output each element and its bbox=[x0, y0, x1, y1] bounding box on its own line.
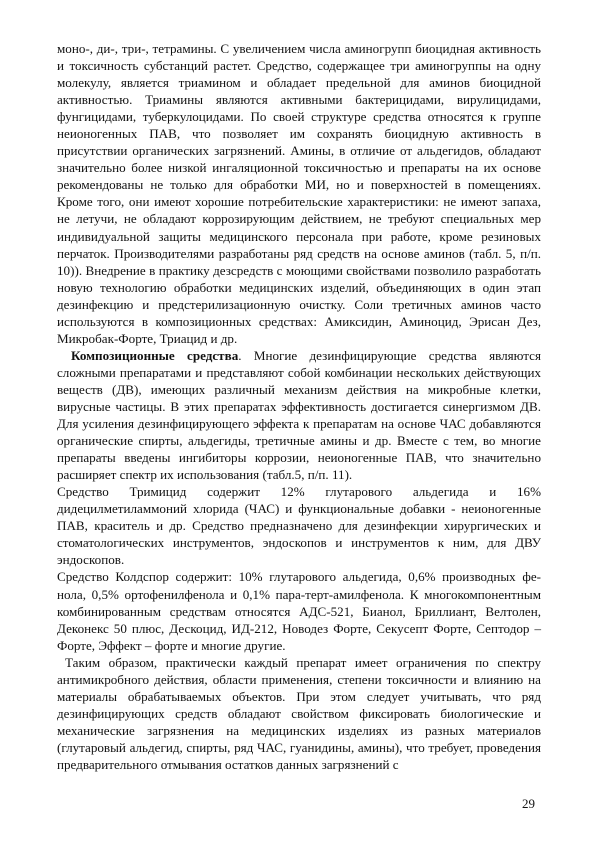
paragraph-conclusion: Таким образом, практически каждый препарат имеет ограничения по спектру антимикробного действия, области применения, степени токсичности и влиянию на материалы обрабатываемых объектов. При этом следует учитывать, что ряд дезинфицирующих средств обладают свойством фиксировать биологические и механические загрязнения на медицинских изделиях из разных материалов (глутаровый альдегид, спирты, ряд ЧАС, гуанидины, амины), что требует, проведения предварительного отмывания остатков данных загрязнений с bbox=[57, 654, 541, 772]
document-page bbox=[57, 40, 541, 773]
heading-composite-agents: Композиционные средства bbox=[71, 347, 239, 363]
paragraph-composite-agents-text: . Многие дезинфицирующие средства являются сложными препаратами и представляют собой комбинации нескольких действующих веществ (ДВ), имеющих различный механизм действия на микробные клетки, вирусные частицы. В этих препаратах эффективность достигается синергизмом ДВ. Для усиления дезинфицирующего эффекта к препаратам на основе ЧАС добавляются органические спирты, альдегиды, третичные амины и др. Вместе с тем, во многие препараты введены ингибиторы коррозии, неионогенные ПАВ, что значительно расширяет спектр их использования (табл.5, п/п. 11). bbox=[57, 347, 541, 483]
page-number: 29 bbox=[522, 796, 535, 811]
paragraph-trimicid: Средство Тримицид содержит 12% глутарового альдегида и 16% дидецилметиламмоний хлорида (ЧАС) и функциональные добавки - неионогенные ПАВ, краситель и др. Средство предназначено для дезинфекции хирургических и стоматологических инструментов, эндоскопов и инструментов к ним, для ДВУ эндоскопов. bbox=[57, 484, 541, 568]
paragraph-coldspor: Средство Колдспор содержит: 10% глутарового альдегида, 0,6% производных фе-нола, 0,5% ортофенилфенола и 0,1% пара-терт-амилфенола. К многокомпонентным комбинированным средствам относятся АДС-521, Бианол, Бриллиант, Велтолен, Деконекс 50 плюс, Дескоцид, ИД-212, Новодез Форте, Секусепт Форте, Септодор – Форте, Эффект – форте и многие другие. bbox=[57, 569, 541, 653]
paragraph-amines: моно-, ди-, три-, тетрамины. С увеличением числа аминогрупп биоцидная активность и токсичность субстанций растет. Средство, содержащее три аминогруппы на одну молекулу, является триамином и обладает предельной для аминов биоцидной активностью. Триамины являются активными бактерицидами, вирулицидами, фунгицидами, туберкулоцидами. По своей структуре средства относятся к группе неионогенных ПАВ, что позволяет им сохранять биоцидную активность в присутствии органических загрязнений. Амины, в отличие от альдегидов, обладают значительно более низкой ингаляционной токсичностью и препараты на их основе рекомендованы не только для обработки МИ, но и поверхностей в помещениях. Кроме того, они имеют хорошие потребительские характеристики: не имеют запаха, не летучи, не обладают коррозирующим действием, не требуют специальных мер индивидуальной защиты медицинского персонала при работе, кроме резиновых перчаток. Производителями разработаны ряд средств на основе аминов (табл. 5, п/п. 10)). Внедрение в практику дезсредств с моющими свойствами позволило разработать новую технологию обработки медицинских изделий, объединяющих в один этап дезинфекцию и предстерилизационную очистку. Соли третичных аминов часто используются в композиционных средствах: Амиксидин, Аминоцид, Эрисан Дез, Микробак-Форте, Триацид и др. bbox=[57, 41, 541, 346]
paragraph-composite-agents bbox=[57, 347, 541, 483]
